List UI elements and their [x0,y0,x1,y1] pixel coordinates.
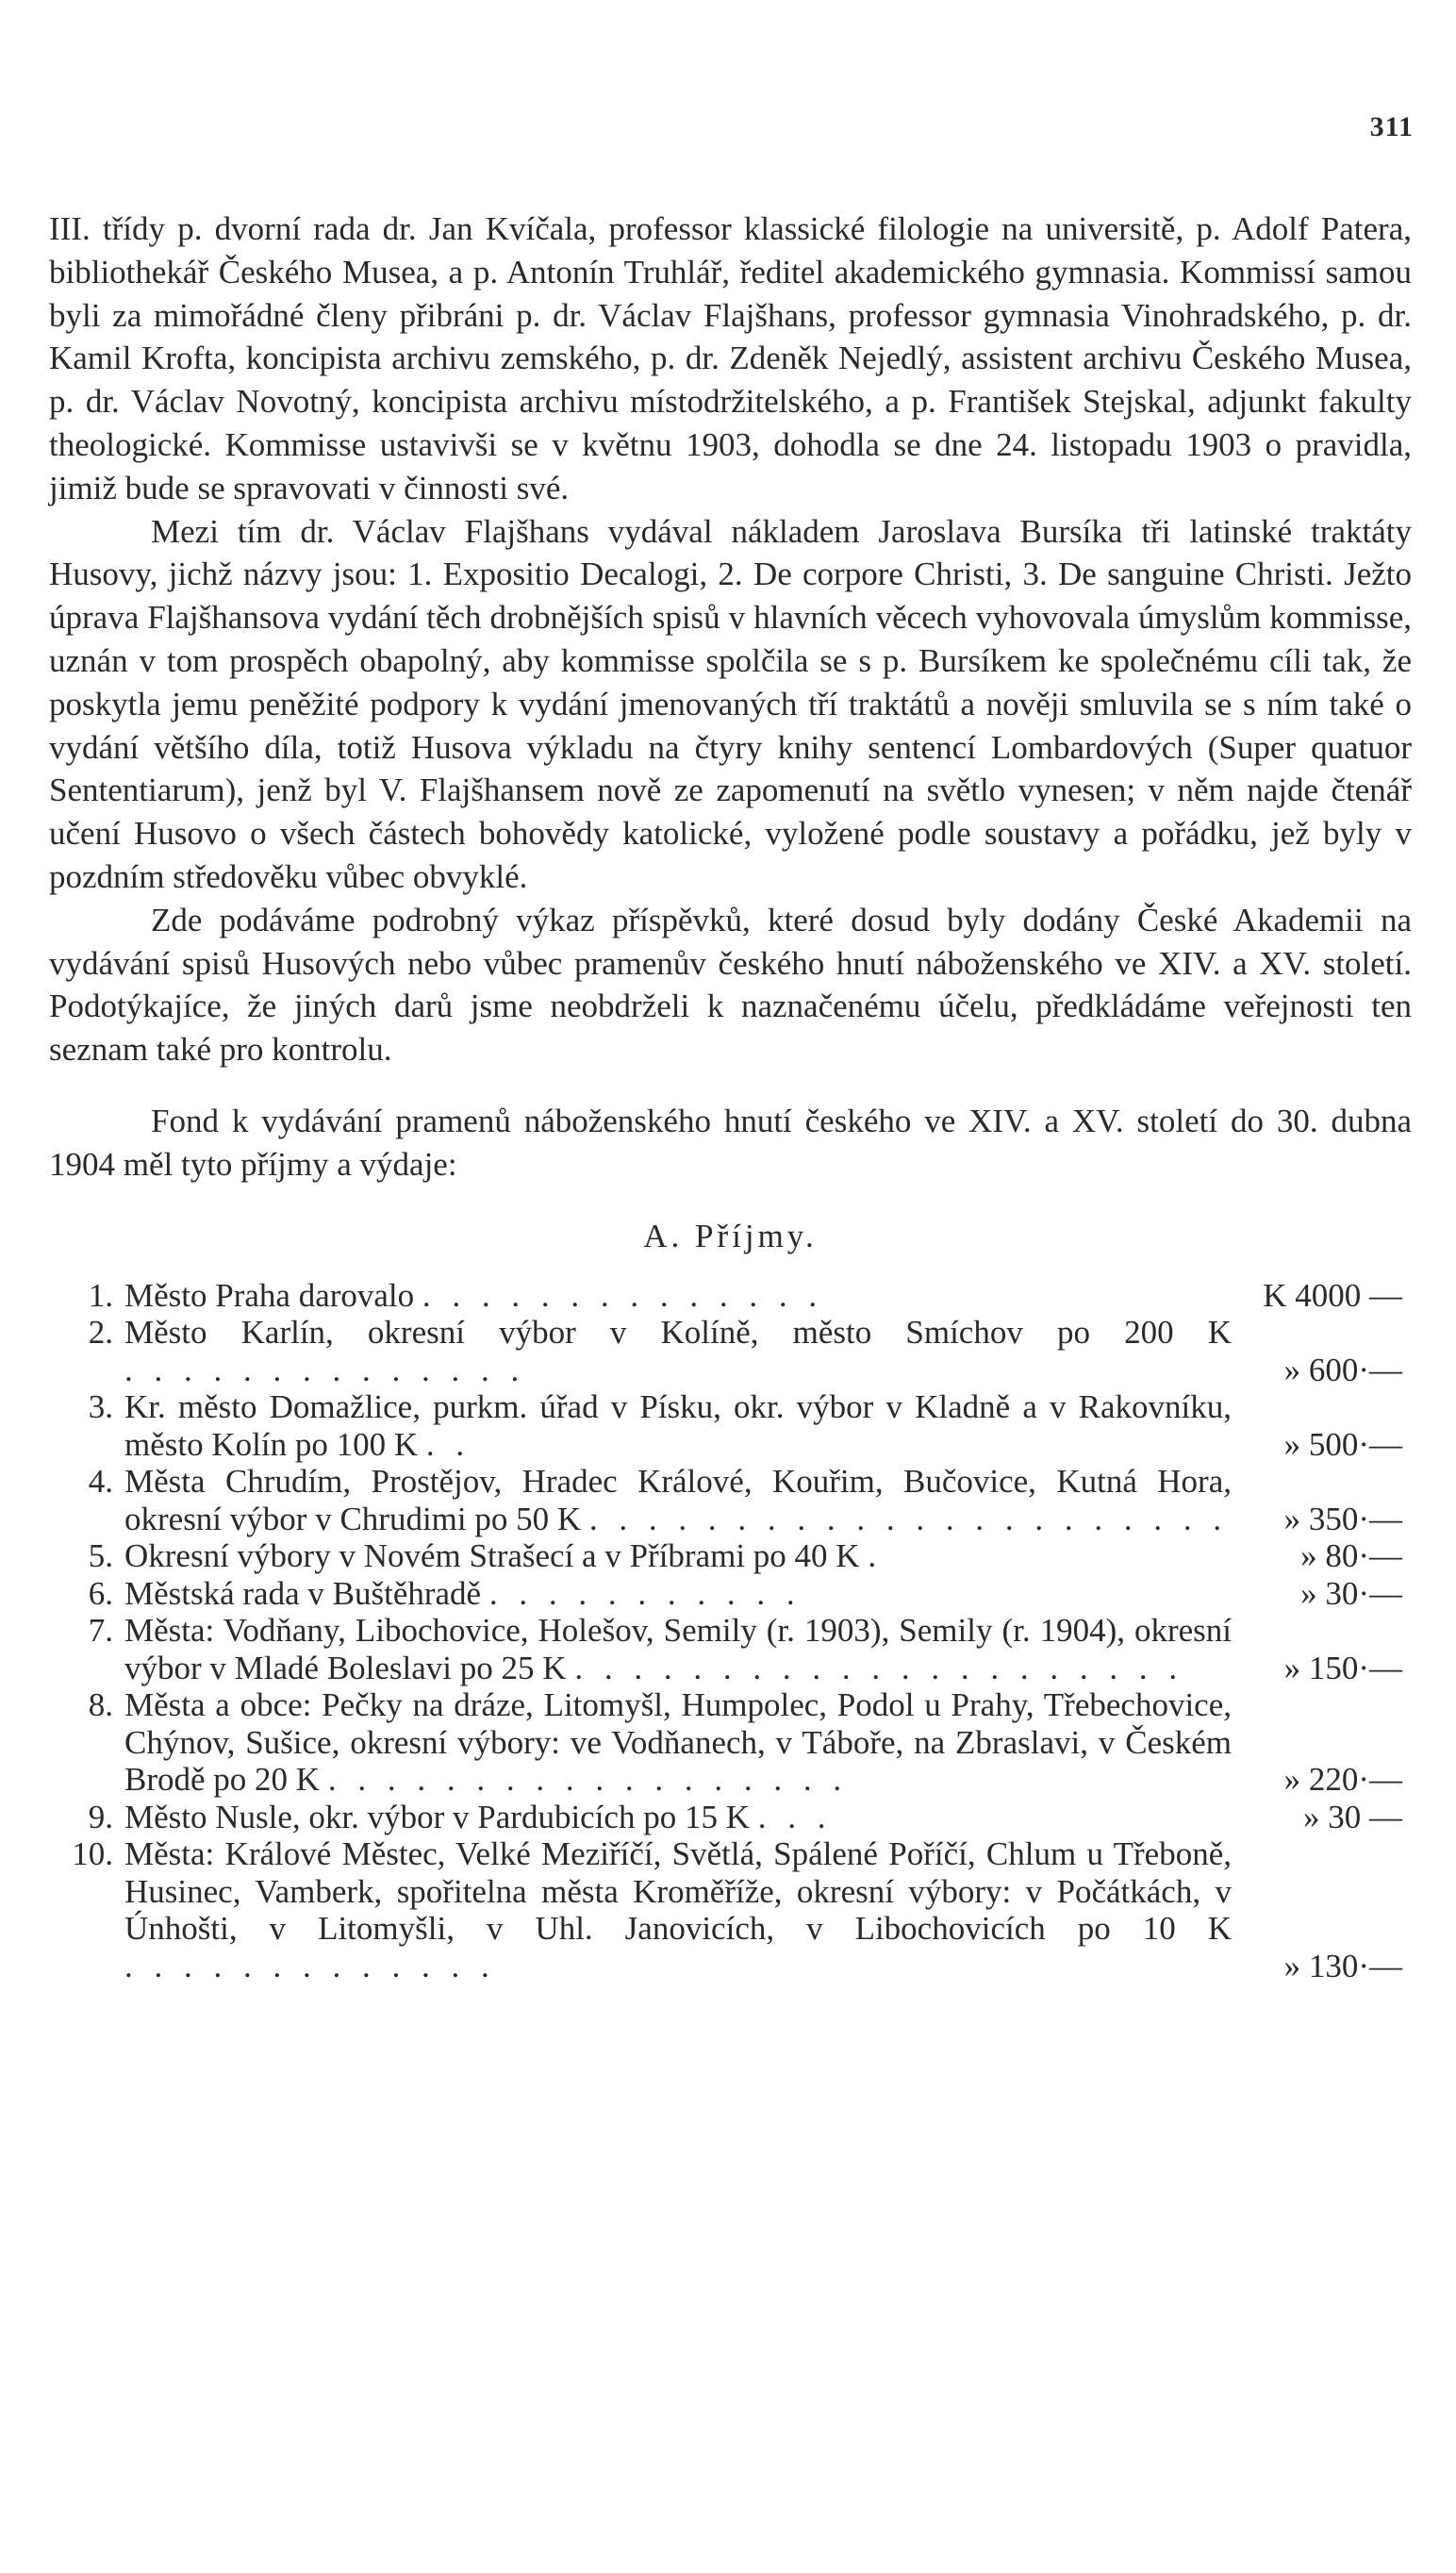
entry-amount: » 500·— [1283,1425,1402,1463]
entry-leader-dots: . . . . . . . . . . . [488,1574,802,1612]
income-entry [49,1277,1412,1315]
entry-leader-dots: . . . . . . . . . . . . . . . . . . . . . . [588,1500,1229,1537]
entry-label: Město Praha darovalo [124,1276,415,1314]
page-body [49,208,1412,1984]
entry-text [124,1835,1237,1984]
entry-amount: K 4000 — [1263,1276,1402,1314]
entry-label: Města a obce: Pečky na dráze, Litomyšl, Humpolec, Podol u Prahy, Třebechovice, Chýnov, Sušice, okresní výbory: ve Vodňanech, v Táboře, na Zbraslavi, v Českém Brodě po 20 K [124,1686,1232,1799]
entry-text [124,1277,1237,1315]
entry-amount: » 600·— [1283,1351,1402,1388]
entry-text [124,1612,1237,1686]
income-entry [49,1537,1412,1575]
entry-label: Města: Králové Městec, Velké Meziříčí, Světlá, Spálené Poříčí, Chlum u Třeboně, Husinec, Vamberk, spořitelna města Kroměříže, okresní výbory: v Počátkách, v Únhošti, v Litomyšli, v Uhl. Janovicích, v Libochovicích po 10 K [124,1835,1232,1948]
entry-number: 4. [88,1463,113,1501]
entry-amount: » 350·— [1283,1500,1402,1537]
income-entry [49,1686,1412,1799]
entry-text [124,1799,1237,1836]
entry-label: Okresní výbory v Novém Strašecí a v Příbrami po 40 K [124,1537,860,1575]
entry-number: 10. [72,1835,113,1873]
entry-amount: » 130·— [1283,1947,1402,1984]
entry-number: 2. [88,1314,113,1352]
entry-number: 1. [88,1276,113,1314]
entry-leader-dots: . . . . . . . . . . . . . . . . . . . . . [574,1649,1184,1686]
income-entry [49,1314,1412,1388]
income-entry [49,1835,1412,1984]
income-entry [49,1799,1412,1836]
entry-leader-dots: . . . . . . . . . . . . . . . . . . [327,1761,849,1799]
paragraph-commission: III. třídy p. dvorní rada dr. Jan Kvíčala, professor klassické filologie na universitě, p. Adolf Patera, bibliothekář Českého Musea, a p. Antonín Truhlář, ředitel akademického gymnasia. Kommissí samou byli za mimořádné členy přibráni p. dr. Václav Flajšhans, professor gymnasia Vinohradského, p. dr. Kamil Krofta, koncipista archivu zemského, p. dr. Zdeněk Nejedlý, assistent archivu Českého Musea, p. dr. Václav Novotný, koncipista archivu místodržitelského, a p. František Stejskal, adjunkt fakulty theologické. Kommisse ustavivši se v květnu 1903, dohodla se dne 24. listopadu 1903 o pravidla, jimiž bude se spravovati v činnosti své. [49,210,1412,506]
page-number: 311 [1369,111,1414,142]
income-entry [49,1388,1412,1463]
entry-text [124,1388,1237,1463]
income-entry [49,1575,1412,1613]
paragraph-contributions: Zde podáváme podrobný výkaz příspěvků, které dosud byly dodány České Akademii na vydávání spisů Husových nebo vůbec pramenův českého hnutí náboženského ve XIV. a XV. století. Podotýkajíce, že jiných darů jsme neobdrželi k naznačenému účelu, předkládáme veřejnosti ten seznam také pro kontrolu. [49,901,1412,1069]
entry-label: Města Chrudím, Prostějov, Hradec Králové, Kouřim, Bučovice, Kutná Hora, okresní výbor v Chrudimi po 50 K [124,1463,1232,1537]
entry-leader-dots: . [868,1537,884,1575]
paragraph-fund: Fond k vydávání pramenů náboženského hnutí českého ve XIV. a XV. století do 30. dubna 1904 měl tyto příjmy a výdaje: [49,1102,1412,1183]
entry-amount: » 30·— [1300,1574,1402,1612]
entry-amount: » 30 — [1303,1798,1402,1835]
entry-number: 8. [88,1686,113,1724]
entry-number: 6. [88,1574,113,1612]
entry-text [124,1537,1237,1575]
entry-number: 3. [88,1388,113,1426]
entry-label: Města: Vodňany, Libochovice, Holešov, Semily (r. 1903), Semily (r. 1904), okresní výbor v Mladé Boleslavi po 25 K [124,1612,1232,1686]
entry-text [124,1686,1237,1799]
entry-leader-dots: . . . . . . . . . . . . . . [124,1351,526,1388]
section-title-income: A. Příjmy. [643,1217,818,1254]
entry-number: 9. [88,1798,113,1835]
entry-label: Městská rada v Buštěhradě [124,1574,482,1612]
entry-amount: » 220·— [1283,1761,1402,1799]
entry-label: Město Nusle, okr. výbor v Pardubicích po 15 K [124,1798,750,1835]
entry-text [124,1575,1237,1613]
entry-text [124,1463,1237,1537]
income-entry [49,1463,1412,1537]
paragraph-flajshans: Mezi tím dr. Václav Flajšhans vydával nákladem Jaroslava Bursíka tři latinské traktáty Husovy, jichž názvy jsou: 1. Expositio Decalogi, 2. De corpore Christi, 3. De sanguine Christi. Ježto úprava Flajšhansova vydání těch drobnějších spisů v hlavních věcech vyhovovala úmyslům kommisse, uznán v tom prospěch obapolný, aby kommisse spolčila se s p. Bursíkem ke společnému cíli tak, že poskytla jemu peněžité podpory k vydání jmenovaných tří traktátů a nověji smluvila se s ním také o vydání většího díla, totiž Husova výkladu na čtyry knihy sentencí Lombardových (Super quatuor Sententiarum), jenž byl V. Flajšhansem nově ze zapomenutí na světlo vynesen; v něm najde čtenář učení Husovo o všech částech bohovědy katolické, vyložené podle soustavy a pořádku, jež byly v pozdním středověku vůbec obvyklé. [49,512,1412,895]
entry-label: Město Karlín, okresní výbor v Kolíně, město Smíchov po 200 K [124,1314,1232,1352]
entry-number: 7. [88,1612,113,1650]
entry-leader-dots: . . . . . . . . . . . . . [124,1947,496,1984]
entry-amount: » 150·— [1283,1649,1402,1686]
entry-leader-dots: . . [425,1425,472,1463]
income-entry [49,1612,1412,1686]
income-list [49,1277,1412,1985]
entry-label: Kr. město Domažlice, purkm. úřad v Písku, okr. výbor v Kladně a v Rakovníku, město Kolín po 100 K [124,1388,1232,1463]
entry-leader-dots: . . . . . . . . . . . . . . [422,1276,824,1314]
entry-text [124,1314,1237,1388]
entry-number: 5. [88,1537,113,1575]
entry-leader-dots: . . . [757,1798,833,1835]
entry-amount: » 80·— [1300,1537,1402,1575]
